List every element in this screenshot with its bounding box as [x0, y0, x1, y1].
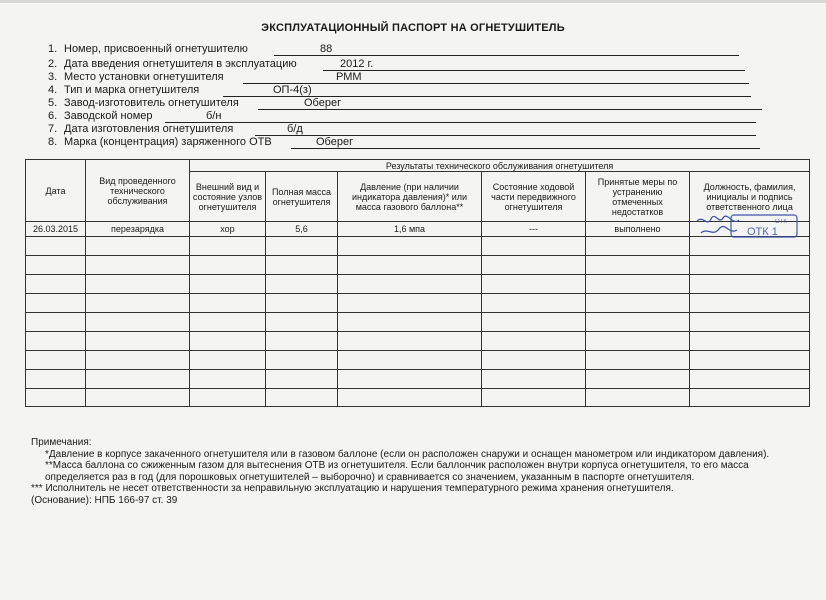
table-cell [266, 256, 338, 275]
field-number: 2. [48, 58, 58, 70]
table-cell [26, 332, 86, 351]
note-pressure: *Давление в корпусе закаченного огнетушителя или в газовом баллоне (если он расположен снаружи и оснащен манометром или индикатором давления). [45, 448, 770, 460]
table-cell [482, 237, 586, 256]
field-value: б/н [206, 110, 222, 122]
table-cell [26, 313, 86, 332]
table-cell [586, 389, 690, 407]
table-cell [690, 222, 810, 237]
field-3 [48, 71, 362, 84]
table-cell [482, 351, 586, 370]
table-row [26, 389, 810, 407]
table-cell [86, 275, 190, 294]
field-value: Оберег [316, 136, 354, 148]
table-cell [190, 332, 266, 351]
table-row [26, 313, 810, 332]
table-cell [482, 256, 586, 275]
field-number: 5. [48, 97, 58, 109]
table-row [26, 370, 810, 389]
table-cell [190, 313, 266, 332]
table-row [26, 222, 810, 237]
field-8 [48, 136, 354, 149]
table-row [26, 256, 810, 275]
table-cell [338, 370, 482, 389]
table-cell [190, 370, 266, 389]
table-cell [690, 256, 810, 275]
table-cell [266, 294, 338, 313]
table-cell [586, 351, 690, 370]
note-disclaimer: *** Исполнитель не несет ответственности за неправильную эксплуатацию и нарушения температурного режима хранения огнетушителя. [31, 483, 674, 494]
field-underline [274, 43, 739, 56]
table-cell [586, 332, 690, 351]
field-value: 88 [320, 43, 333, 55]
table-cell [690, 389, 810, 407]
table-row [26, 237, 810, 256]
table-cell [482, 294, 586, 313]
field-7 [48, 123, 303, 136]
header-appearance: Внешний вид и состояние узлов огнетушителя [190, 172, 266, 222]
table-cell [482, 370, 586, 389]
table-cell [586, 313, 690, 332]
note-gas-cylinder: **Масса баллона со сжиженным газом для вытеснения ОТВ из огнетушителя. Если баллончик расположен внутри корпуса огнетушителя, то его масса определяется раз в год (для порошковых огнетушителей – выборочно) и сравнивается со значением, указанным в паспорте огнетушителя. [45, 460, 749, 483]
field-label: Дата изготовления огнетушителя [64, 123, 234, 135]
table-body [26, 222, 810, 407]
field-number: 3. [48, 71, 58, 83]
table-cell [690, 351, 810, 370]
table-cell [338, 351, 482, 370]
table-cell [338, 275, 482, 294]
field-number: 6. [48, 110, 58, 122]
table-cell [26, 294, 86, 313]
table-cell [86, 237, 190, 256]
table-cell [690, 237, 810, 256]
table-cell [86, 294, 190, 313]
table-cell [338, 313, 482, 332]
maintenance-table [25, 159, 810, 407]
table-cell: перезарядка [86, 222, 190, 237]
field-label: Завод-изготовитель огнетушителя [64, 97, 239, 109]
table-cell: выполнено [586, 222, 690, 237]
field-label: Марка (концентрация) заряженного ОТВ [64, 136, 272, 148]
table-cell [338, 389, 482, 407]
field-label: Дата введения огнетушителя в эксплуатацию [64, 58, 297, 70]
table-cell [26, 237, 86, 256]
field-underline [255, 123, 756, 136]
table-cell [266, 351, 338, 370]
header-date: Дата [26, 160, 86, 222]
field-4 [48, 84, 312, 97]
header-responsible: Должность, фамилия, инициалы и подпись ответственного лица [690, 172, 810, 222]
table-cell [86, 256, 190, 275]
table-cell [266, 332, 338, 351]
field-label: Место установки огнетушителя [64, 71, 224, 83]
table-row [26, 275, 810, 294]
table-cell [266, 389, 338, 407]
table-cell [482, 313, 586, 332]
table-cell [586, 237, 690, 256]
header-full-mass: Полная масса огнетушителя [266, 172, 338, 222]
table-cell [586, 275, 690, 294]
field-6 [48, 110, 222, 123]
table-cell [190, 294, 266, 313]
table-cell [190, 256, 266, 275]
table-cell [586, 370, 690, 389]
document-title: ЭКСПЛУАТАЦИОННЫЙ ПАСПОРТ НА ОГНЕТУШИТЕЛЬ [261, 22, 565, 34]
table-cell: 26.03.2015 [26, 222, 86, 237]
table-cell [338, 332, 482, 351]
table-cell [338, 294, 482, 313]
field-underline [291, 136, 760, 149]
table-cell [586, 256, 690, 275]
field-value: б/д [287, 123, 303, 135]
table-cell [586, 294, 690, 313]
stamp-text-main: ОТК 1 [747, 226, 778, 238]
table-cell [690, 313, 810, 332]
table-cell [482, 389, 586, 407]
scan-edge [0, 0, 826, 3]
table-cell [86, 389, 190, 407]
table-cell: --- [482, 222, 586, 237]
table-row [26, 294, 810, 313]
field-2 [48, 58, 374, 71]
table-cell [26, 275, 86, 294]
table-cell [266, 237, 338, 256]
table-cell [190, 237, 266, 256]
table-cell [86, 351, 190, 370]
table-cell [690, 275, 810, 294]
table-cell: 5,6 [266, 222, 338, 237]
table-cell [266, 370, 338, 389]
table-cell [190, 275, 266, 294]
header-measures: Принятые меры по устранению отмеченных недостатков [586, 172, 690, 222]
table-cell [26, 256, 86, 275]
field-underline [243, 71, 749, 84]
table-cell [26, 389, 86, 407]
table-cell [86, 332, 190, 351]
table-group-header-row [26, 160, 810, 172]
field-label: Заводской номер [64, 110, 153, 122]
table-cell [690, 370, 810, 389]
field-label: Номер, присвоенный огнетушителю [64, 43, 248, 55]
header-results-group: Результаты технического обслуживания огнетушителя [190, 160, 810, 172]
table-cell [338, 237, 482, 256]
field-value: Оберег [304, 97, 342, 109]
table-cell [482, 332, 586, 351]
table-cell [86, 313, 190, 332]
table-cell: хор [190, 222, 266, 237]
table-cell [482, 275, 586, 294]
header-chassis-state: Состояние ходовой части передвижного огнетушителя [482, 172, 586, 222]
table-cell: 1,6 мпа [338, 222, 482, 237]
notes-heading: Примечания: [31, 437, 92, 448]
table-cell [86, 370, 190, 389]
header-pressure: Давление (при наличии индикатора давления)* или масса газового баллона** [338, 172, 482, 222]
table-cell [690, 332, 810, 351]
field-number: 4. [48, 84, 58, 96]
field-number: 1. [48, 43, 58, 55]
table-row [26, 332, 810, 351]
field-number: 7. [48, 123, 58, 135]
table-cell [26, 370, 86, 389]
table-cell [266, 313, 338, 332]
header-service-type: Вид проведенного технического обслуживания [86, 160, 190, 222]
stamp-text-top: ОТК [775, 219, 787, 225]
field-label: Тип и марка огнетушителя [64, 84, 200, 96]
field-5 [48, 97, 342, 110]
field-value: РММ [336, 71, 362, 83]
table-cell [190, 351, 266, 370]
table-cell [190, 389, 266, 407]
field-underline [165, 110, 756, 123]
field-value: ОП-4(з) [273, 84, 312, 96]
field-value: 2012 г. [340, 58, 374, 70]
table-cell [26, 351, 86, 370]
field-1 [48, 43, 333, 56]
field-number: 8. [48, 136, 58, 148]
table-cell [266, 275, 338, 294]
note-basis: (Основание): НПБ 166-97 ст. 39 [31, 494, 178, 506]
table-cell [338, 256, 482, 275]
table-cell [690, 294, 810, 313]
field-underline [323, 58, 745, 71]
table-row [26, 351, 810, 370]
notes-block [31, 437, 806, 506]
